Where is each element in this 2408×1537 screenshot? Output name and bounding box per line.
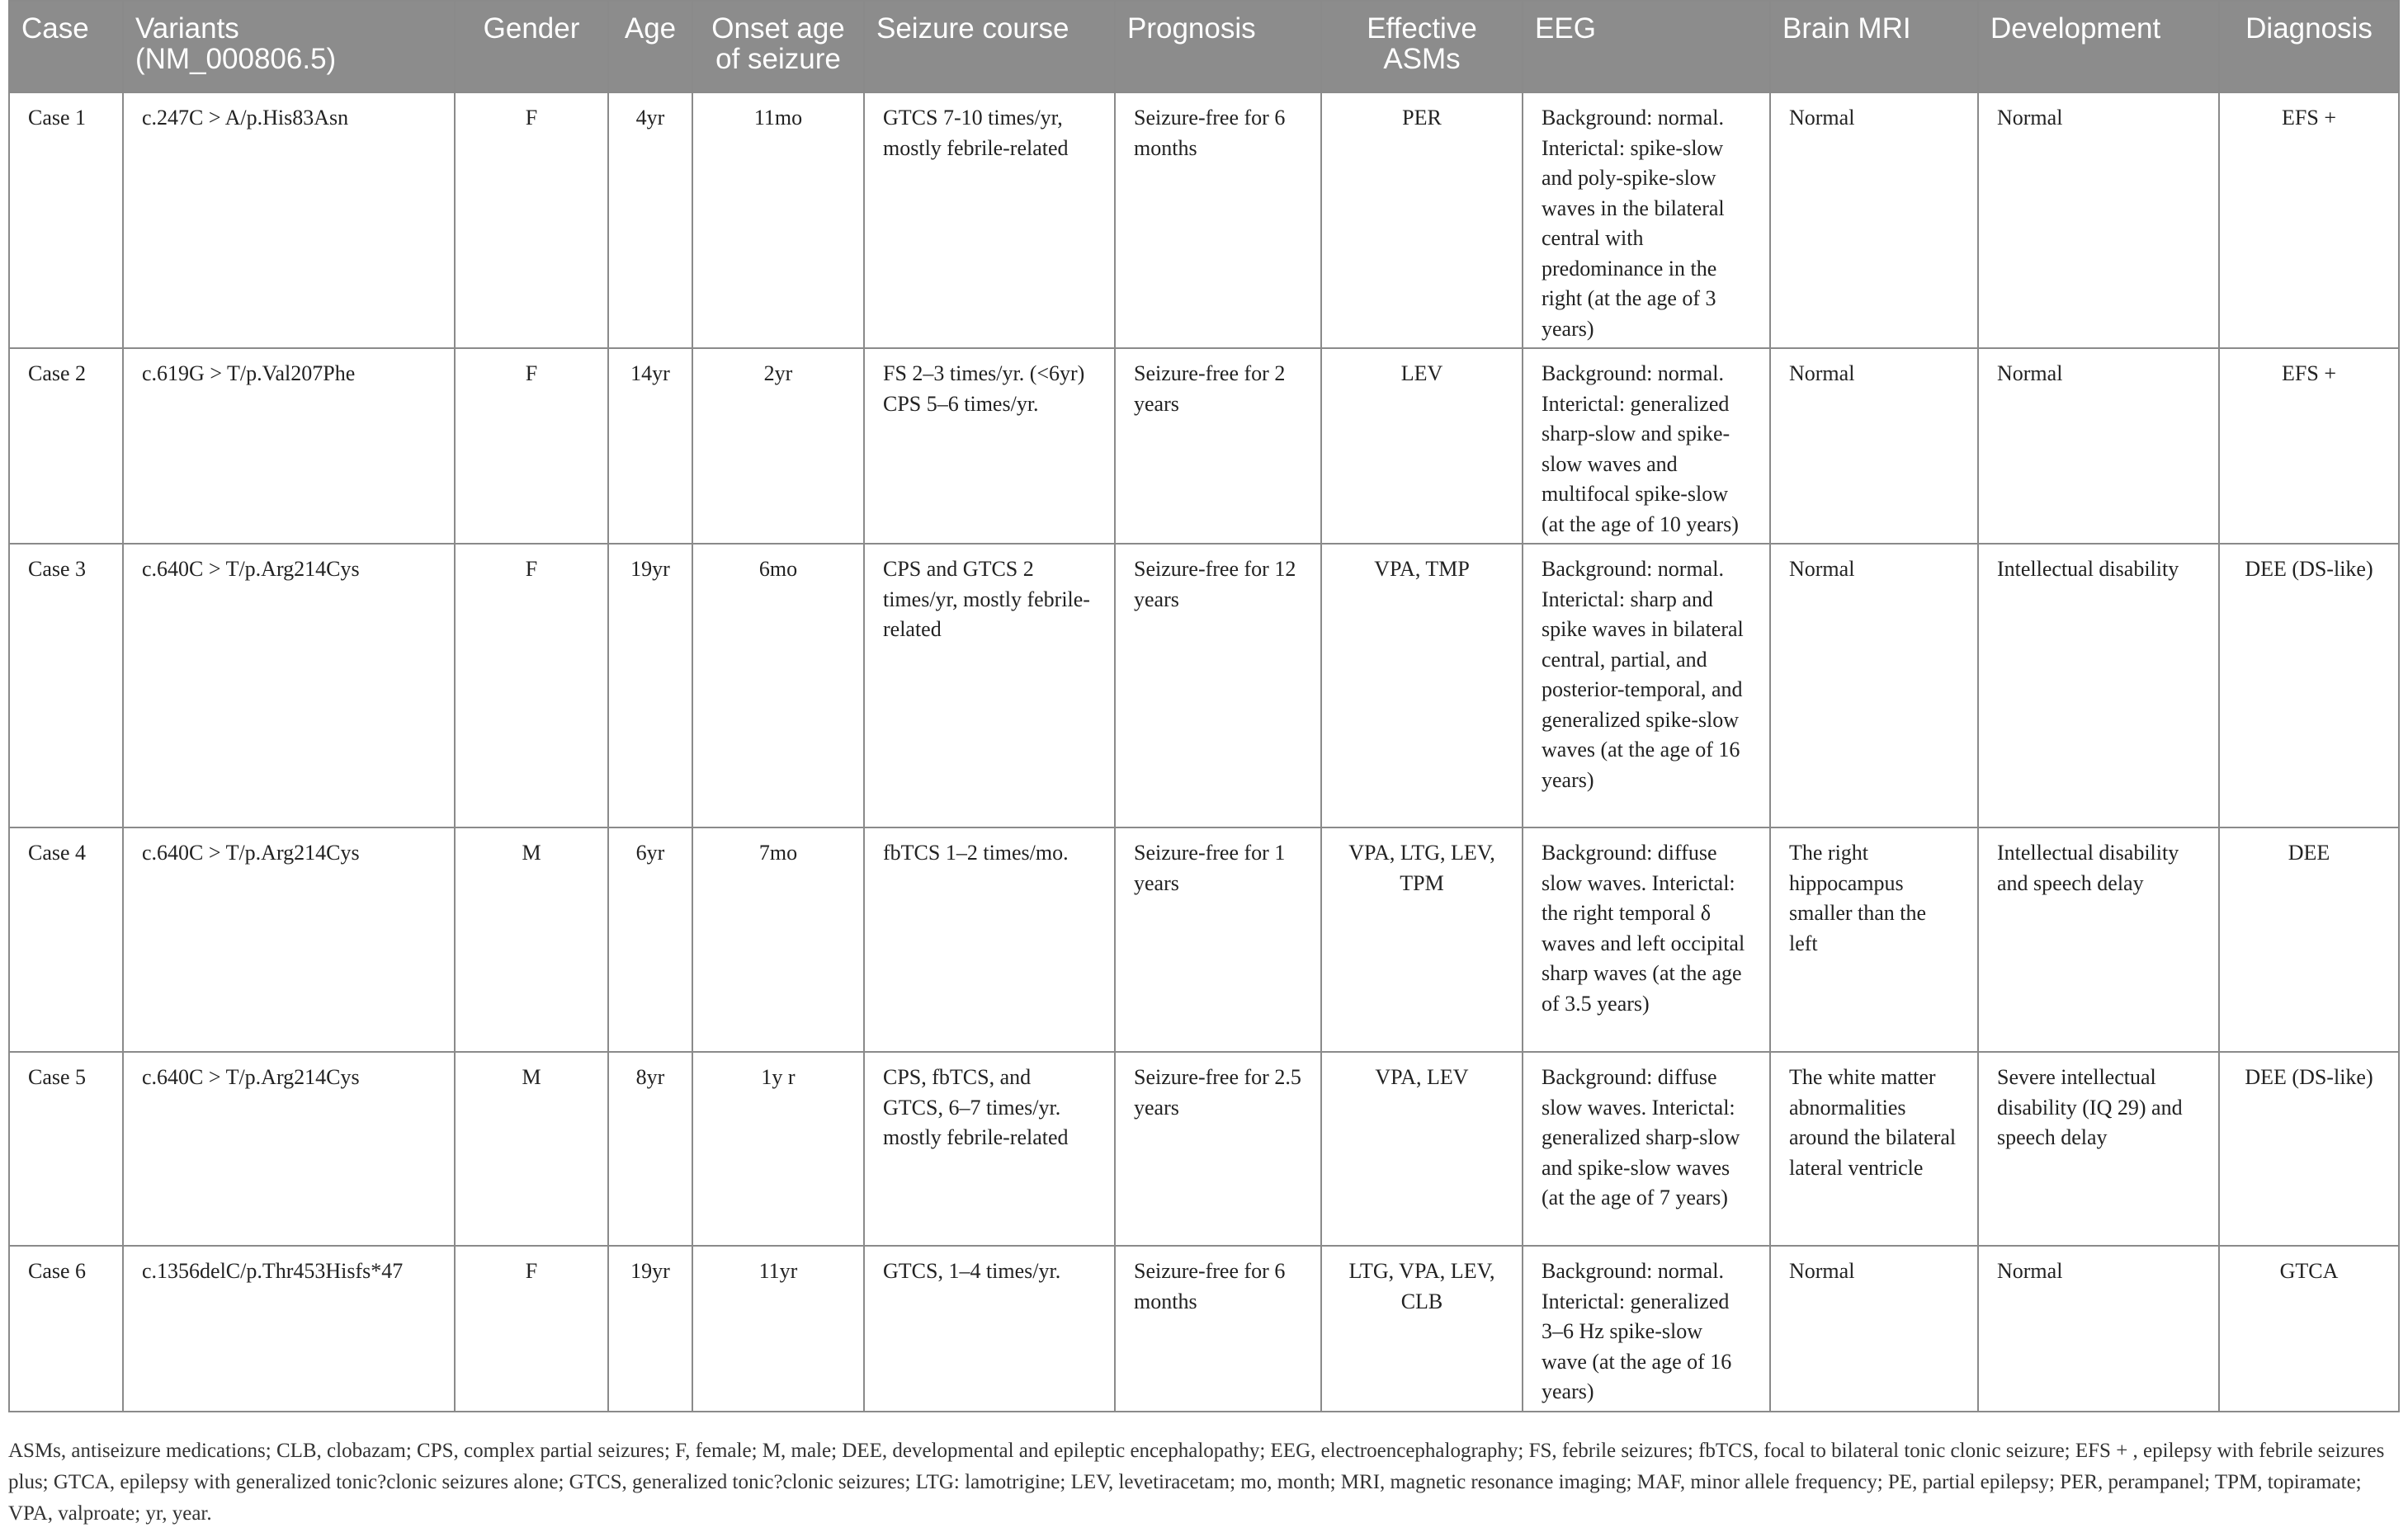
table-footnote: ASMs, antiseizure medications; CLB, clobazam; CPS, complex partial seizures; F, female; M, male; DEE, developmental and epileptic encephalopathy; EEG, electroencephalography; FS, febrile seizures; fbTCS, focal to bilateral tonic clonic seizure; EFS + , epilepsy with febrile seizures plus; GTCA, epilepsy with generalized tonic?clonic seizures alone; GTCS, generalized tonic?clonic seizures; LTG: lamotrigine; LEV, levetiracetam; mo, month; MRI, magnetic resonance imaging; MAF, minor allele frequency; PE, partial epilepsy; PER, perampanel; TPM, topiramate; VPA, valproate; yr, year. bbox=[8, 1440, 2385, 1525]
header-effective-asms: Effective ASMs bbox=[1321, 1, 1523, 92]
cell-diagnosis: EFS + bbox=[2219, 92, 2399, 348]
cell-mri: Normal bbox=[1770, 348, 1978, 544]
table-row bbox=[9, 1246, 2399, 1412]
cell-development: Intellectual disability and speech delay bbox=[1978, 827, 2219, 1052]
cell-onset: 7mo bbox=[692, 827, 864, 1052]
cell-course: fbTCS 1–2 times/mo. bbox=[864, 827, 1115, 1052]
cell-course: CPS, fbTCS, and GTCS, 6–7 times/yr. mostly febrile-related bbox=[864, 1052, 1115, 1246]
header-prognosis: Prognosis bbox=[1115, 1, 1321, 92]
header-variants: Variants (NM_000806.5) bbox=[123, 1, 455, 92]
cell-age: 6yr bbox=[608, 827, 692, 1052]
cell-onset: 6mo bbox=[692, 544, 864, 827]
table-row bbox=[9, 544, 2399, 827]
table-row bbox=[9, 348, 2399, 544]
cell-gender: F bbox=[455, 92, 608, 348]
course-line: CPS 5–6 times/yr. bbox=[883, 391, 1039, 416]
cell-case: Case 2 bbox=[9, 348, 123, 544]
cell-mri: Normal bbox=[1770, 1246, 1978, 1412]
cell-development: Intellectual disability bbox=[1978, 544, 2219, 827]
cell-course: CPS and GTCS 2 times/yr, mostly febrile-related bbox=[864, 544, 1115, 827]
cell-variant: c.640C > T/p.Arg214Cys bbox=[123, 544, 455, 827]
cell-age: 14yr bbox=[608, 348, 692, 544]
cell-prognosis: Seizure-free for 2.5 years bbox=[1115, 1052, 1321, 1246]
header-seizure-course: Seizure course bbox=[864, 1, 1115, 92]
cell-prognosis: Seizure-free for 6 months bbox=[1115, 92, 1321, 348]
course-line: FS 2–3 times/yr. (<6yr) bbox=[883, 361, 1085, 385]
cell-gender: M bbox=[455, 1052, 608, 1246]
cell-diagnosis: EFS + bbox=[2219, 348, 2399, 544]
cell-variant: c.640C > T/p.Arg214Cys bbox=[123, 827, 455, 1052]
cell-development: Normal bbox=[1978, 1246, 2219, 1412]
cell-case: Case 6 bbox=[9, 1246, 123, 1412]
cell-gender: F bbox=[455, 1246, 608, 1412]
cell-asms: VPA, TMP bbox=[1321, 544, 1523, 827]
cell-age: 8yr bbox=[608, 1052, 692, 1246]
cell-mri: The white matter abnormalities around the bilateral lateral ventricle bbox=[1770, 1052, 1978, 1246]
cell-eeg: Background: normal. Interictal: spike-slow and poly-spike-slow waves in the bilateral central with predominance in the right (at the age of 3 years) bbox=[1523, 92, 1770, 348]
cell-onset: 11mo bbox=[692, 92, 864, 348]
cell-mri: Normal bbox=[1770, 92, 1978, 348]
header-eeg: EEG bbox=[1523, 1, 1770, 92]
cell-diagnosis: DEE (DS-like) bbox=[2219, 1052, 2399, 1246]
cell-variant: c.619G > T/p.Val207Phe bbox=[123, 348, 455, 544]
cell-course: GTCS, 1–4 times/yr. bbox=[864, 1246, 1115, 1412]
header-onset-age: Onset age of seizure bbox=[692, 1, 864, 92]
header-brain-mri: Brain MRI bbox=[1770, 1, 1978, 92]
cell-onset: 1y r bbox=[692, 1052, 864, 1246]
cell-diagnosis: DEE bbox=[2219, 827, 2399, 1052]
cell-diagnosis: GTCA bbox=[2219, 1246, 2399, 1412]
header-development: Development bbox=[1978, 1, 2219, 92]
table-row bbox=[9, 92, 2399, 348]
cell-variant: c.640C > T/p.Arg214Cys bbox=[123, 1052, 455, 1246]
cell-onset: 11yr bbox=[692, 1246, 864, 1412]
cell-prognosis: Seizure-free for 12 years bbox=[1115, 544, 1321, 827]
cell-eeg: Background: normal. Interictal: sharp and spike waves in bilateral central, partial, and posterior-temporal, and generalized spike-slow waves (at the age of 16 years) bbox=[1523, 544, 1770, 827]
cell-eeg: Background: normal. Interictal: generalized 3–6 Hz spike-slow wave (at the age of 16 years) bbox=[1523, 1246, 1770, 1412]
cell-eeg: Background: normal. Interictal: generalized sharp-slow and spike-slow waves and multifocal spike-slow (at the age of 10 years) bbox=[1523, 348, 1770, 544]
cell-course: GTCS 7-10 times/yr, mostly febrile-related bbox=[864, 92, 1115, 348]
cell-case: Case 1 bbox=[9, 92, 123, 348]
cell-development: Normal bbox=[1978, 348, 2219, 544]
cell-prognosis: Seizure-free for 1 years bbox=[1115, 827, 1321, 1052]
cell-case: Case 3 bbox=[9, 544, 123, 827]
header-diagnosis: Diagnosis bbox=[2219, 1, 2399, 92]
header-gender: Gender bbox=[455, 1, 608, 92]
cell-eeg: Background: diffuse slow waves. Interictal: the right temporal δ waves and left occipital sharp waves (at the age of 3.5 years) bbox=[1523, 827, 1770, 1052]
cell-mri: The right hippocampus smaller than the left bbox=[1770, 827, 1978, 1052]
clinical-features-table bbox=[8, 0, 2400, 1412]
cell-case: Case 4 bbox=[9, 827, 123, 1052]
cell-diagnosis: DEE (DS-like) bbox=[2219, 544, 2399, 827]
cell-asms: VPA, LEV bbox=[1321, 1052, 1523, 1246]
cell-age: 4yr bbox=[608, 92, 692, 348]
cell-gender: F bbox=[455, 544, 608, 827]
cell-gender: F bbox=[455, 348, 608, 544]
cell-onset: 2yr bbox=[692, 348, 864, 544]
header-age: Age bbox=[608, 1, 692, 92]
cell-prognosis: Seizure-free for 6 months bbox=[1115, 1246, 1321, 1412]
cell-prognosis: Seizure-free for 2 years bbox=[1115, 348, 1321, 544]
cell-age: 19yr bbox=[608, 1246, 692, 1412]
cell-development: Normal bbox=[1978, 92, 2219, 348]
cell-asms: PER bbox=[1321, 92, 1523, 348]
cell-asms: LTG, VPA, LEV, CLB bbox=[1321, 1246, 1523, 1412]
table-container bbox=[8, 0, 2398, 1412]
table-header-row bbox=[9, 1, 2399, 92]
table-row bbox=[9, 827, 2399, 1052]
cell-mri: Normal bbox=[1770, 544, 1978, 827]
header-case: Case bbox=[9, 1, 123, 92]
cell-eeg: Background: diffuse slow waves. Interictal: generalized sharp-slow and spike-slow waves (at the age of 7 years) bbox=[1523, 1052, 1770, 1246]
cell-case: Case 5 bbox=[9, 1052, 123, 1246]
cell-gender: M bbox=[455, 827, 608, 1052]
cell-development: Severe intellectual disability (IQ 29) and speech delay bbox=[1978, 1052, 2219, 1246]
cell-variant: c.247C > A/p.His83Asn bbox=[123, 92, 455, 348]
cell-asms: LEV bbox=[1321, 348, 1523, 544]
table-row bbox=[9, 1052, 2399, 1246]
cell-course bbox=[864, 348, 1115, 544]
cell-age: 19yr bbox=[608, 544, 692, 827]
cell-variant: c.1356delC/p.Thr453Hisfs*47 bbox=[123, 1246, 455, 1412]
cell-asms: VPA, LTG, LEV, TPM bbox=[1321, 827, 1523, 1052]
